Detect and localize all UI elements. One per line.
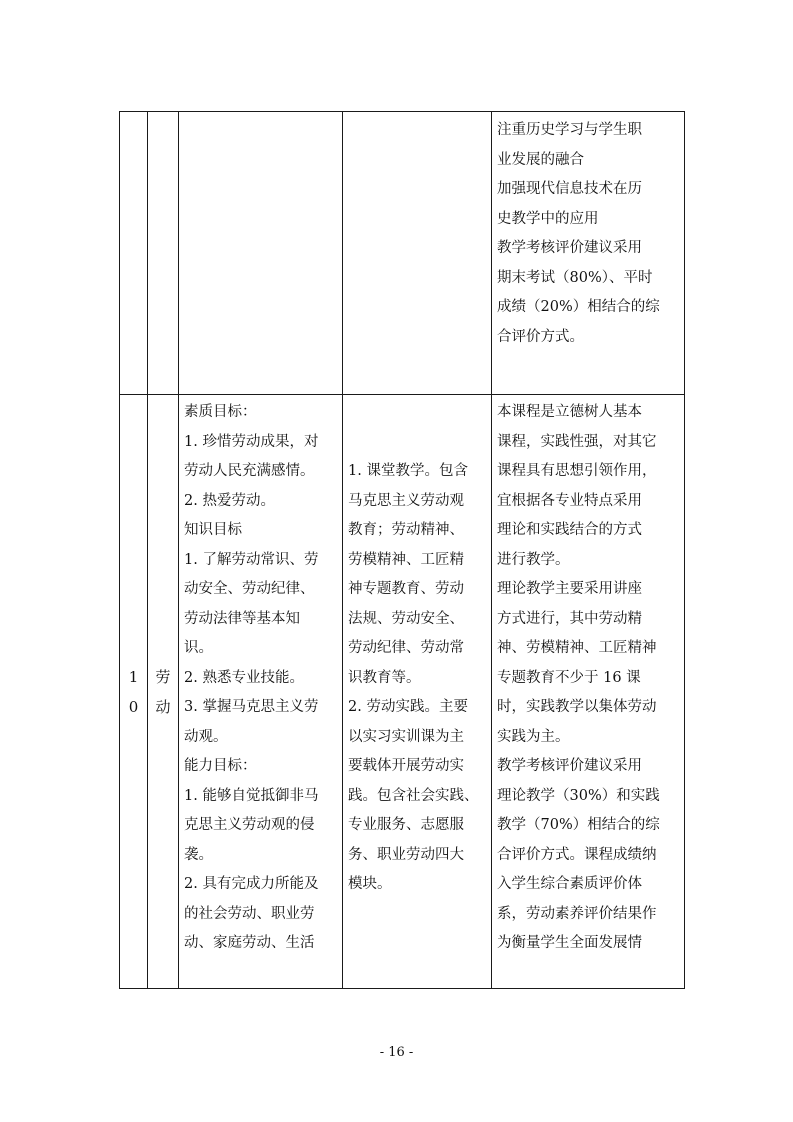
- cell-line: 理论教学主要采用讲座: [497, 581, 642, 597]
- cell-line: 宜根据各专业特点采用: [497, 492, 642, 509]
- cell-course-name: [148, 395, 179, 989]
- cell-line: 加强现代信息技术在历: [497, 181, 642, 197]
- cell-line: 模块。: [348, 876, 392, 892]
- cell-goals: [179, 395, 343, 989]
- cell-line: 要载体开展劳动实: [348, 758, 464, 774]
- cell-line: 2. 劳动实践。主要: [348, 699, 468, 715]
- cell-line: 袭。: [184, 846, 213, 863]
- cell-line: 素质目标：: [184, 404, 257, 420]
- cell-line: 神专题教育、劳动: [348, 581, 464, 597]
- cell-content: [343, 395, 492, 989]
- cell-line: 识。: [184, 640, 213, 656]
- cell-line: 2. 热爱劳动。: [184, 492, 275, 509]
- cell-line: 史教学中的应用: [497, 210, 599, 227]
- cell-line: 1. 珍惜劳动成果，对: [184, 433, 319, 450]
- cell-course-name: [148, 112, 179, 395]
- cell-line: 入学生综合素质评价体: [497, 876, 642, 892]
- cell-line: 动安全、劳动纪律、: [184, 581, 315, 597]
- cell-line: 劳: [155, 667, 171, 686]
- cell-line: 进行教学。: [497, 551, 570, 568]
- cell-line: 课程具有思想引领作用，: [497, 463, 657, 479]
- page-number: - 16 -: [379, 1045, 414, 1060]
- cell-line: 方式进行，其中劳动精: [497, 610, 642, 627]
- cell-line: 期末考试（80%）、平时: [497, 269, 653, 286]
- cell-line: 3. 掌握马克思主义劳: [184, 699, 319, 715]
- cell-line: 课程，实践性强，对其它: [497, 433, 657, 450]
- cell-line: 系，劳动素养评价结果作: [497, 905, 657, 922]
- cell-line: 专题教育不少于 16 课: [497, 669, 641, 686]
- cell-line: 劳模精神、工匠精: [348, 551, 464, 568]
- cell-line: 合评价方式。: [497, 328, 584, 345]
- cell-line: 2. 具有完成力所能及: [184, 876, 319, 892]
- cell-line: 为衡量学生全面发展情: [497, 935, 642, 951]
- table-row-continued: [120, 112, 685, 395]
- cell-requirements: [492, 112, 685, 395]
- cell-line: 劳动法律等基本知: [184, 610, 300, 627]
- cell-line: [348, 398, 491, 428]
- cell-line: 识教育等。: [348, 669, 421, 686]
- cell-line: 神、劳模精神、工匠精神: [497, 640, 657, 656]
- cell-line: [348, 428, 491, 458]
- table-row-labor: [120, 395, 685, 989]
- cell-line: 马克思主义劳动观: [348, 492, 464, 509]
- cell-line: 教学考核评价建议采用: [497, 240, 642, 256]
- cell-line: 动、家庭劳动、生活: [184, 935, 315, 951]
- cell-line: 劳动纪律、劳动常: [348, 640, 464, 656]
- cell-line: 合评价方式。课程成绩纳: [497, 846, 657, 863]
- cell-content: [343, 112, 492, 395]
- cell-line: 教学（70%）相结合的综: [497, 817, 660, 833]
- cell-line: 动: [155, 697, 171, 716]
- cell-line: 克思主义劳动观的侵: [184, 817, 315, 833]
- cell-line: 动观。: [184, 728, 228, 745]
- cell-line: 劳动人民充满感情。: [184, 463, 315, 479]
- cell-line: 理论和实践结合的方式: [497, 522, 642, 538]
- cell-number: [120, 395, 148, 989]
- cell-line: 理论教学（30%）和实践: [497, 787, 660, 804]
- cell-line: 1. 了解劳动常识、劳: [184, 551, 319, 568]
- cell-line: 以实习实训课为主: [348, 728, 464, 745]
- cell-line: 业发展的融合: [497, 151, 584, 168]
- cell-line: 实践为主。: [497, 728, 570, 745]
- cell-line: 知识目标: [184, 522, 242, 538]
- cell-line: 2. 熟悉专业技能。: [184, 669, 304, 686]
- curriculum-table: [119, 111, 685, 989]
- cell-line: 本课程是立德树人基本: [497, 404, 642, 420]
- cell-line: 践。包含社会实践、: [348, 787, 479, 804]
- cell-line: 0: [128, 697, 139, 716]
- cell-goals: [179, 112, 343, 395]
- cell-line: 的社会劳动、职业劳: [184, 905, 315, 922]
- cell-line: 注重历史学习与学生职: [497, 122, 642, 138]
- cell-line: 专业服务、志愿服: [348, 817, 464, 833]
- cell-line: 时，实践教学以集体劳动: [497, 699, 657, 715]
- cell-line: 1. 课堂教学。包含: [348, 463, 468, 479]
- cell-number: [120, 112, 148, 395]
- cell-line: 务、职业劳动四大: [348, 846, 464, 863]
- cell-line: 1. 能够自觉抵御非马: [184, 787, 319, 804]
- cell-requirements: [492, 395, 685, 989]
- cell-line: 教育；劳动精神、: [348, 522, 464, 538]
- cell-line: 1: [128, 667, 139, 686]
- cell-line: 法规、劳动安全、: [348, 610, 464, 627]
- cell-line: 成绩（20%）相结合的综: [497, 299, 660, 315]
- cell-line: 教学考核评价建议采用: [497, 758, 642, 774]
- cell-line: 能力目标：: [184, 758, 257, 774]
